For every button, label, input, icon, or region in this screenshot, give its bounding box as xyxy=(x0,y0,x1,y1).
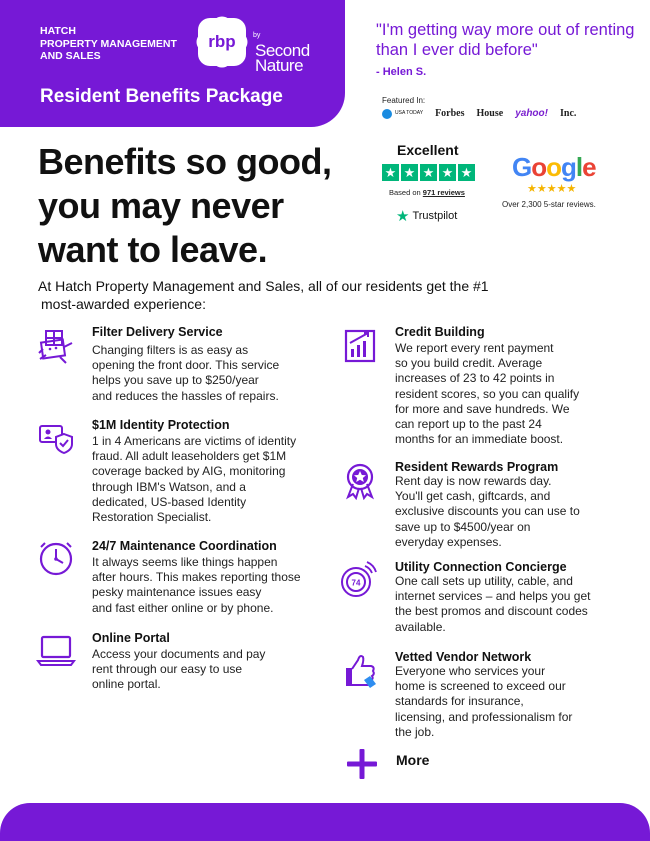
desc-line: resident scores, so you can qualify xyxy=(395,386,580,401)
press-logos xyxy=(382,108,576,119)
benefit-title: Utility Connection Concierge xyxy=(395,560,567,574)
intro-line1: At Hatch Property Management and Sales, all of our residents get the #1 xyxy=(38,278,489,294)
desc-line: through IBM's Watson, and a xyxy=(92,479,246,494)
filter-delivery-icon xyxy=(36,325,76,365)
identity-shield-icon xyxy=(36,418,76,458)
benefit-description xyxy=(395,341,579,447)
partner-by: by xyxy=(253,32,261,39)
benefit-online-portal xyxy=(36,631,326,697)
rbp-logo-text: rbp xyxy=(208,32,236,51)
trustpilot-star-icon: ★ xyxy=(401,164,418,181)
footer-bar xyxy=(0,803,650,841)
desc-line: save up to $4500/year on xyxy=(395,519,531,534)
desc-line: home is screened to exceed our xyxy=(395,679,566,694)
desc-line: Everyone who services your xyxy=(395,664,546,678)
google-logo xyxy=(512,152,596,183)
benefit-resident-rewards xyxy=(340,460,640,552)
desc-line: Rent day is now rewards day. xyxy=(395,474,552,488)
usa-today-text: USA TODAY xyxy=(395,110,424,116)
trustpilot-star-icon: ★ xyxy=(420,164,437,181)
trustpilot-logo xyxy=(396,207,457,225)
headline-line1: Benefits so good, xyxy=(38,141,332,182)
benefit-description xyxy=(92,555,301,616)
desc-line: pesky maintenance issues easy xyxy=(92,585,262,600)
company-name-line1: HATCH xyxy=(40,25,76,37)
clock-icon xyxy=(36,539,76,579)
desc-line: standards for insurance, xyxy=(395,694,524,709)
based-on-prefix: Based on xyxy=(389,188,421,197)
desc-line: everyday expenses. xyxy=(395,534,502,549)
testimonial-quote: "I'm getting way more out of renting than I ever did before" xyxy=(376,21,635,59)
trustpilot-brand: Trustpilot xyxy=(412,210,458,222)
desc-line: available. xyxy=(395,619,446,634)
trustpilot-rating-label: Excellent xyxy=(397,142,459,158)
desc-line: the job. xyxy=(395,724,435,739)
trustpilot-star-icon: ★ xyxy=(439,164,456,181)
desc-line: We report every rent payment xyxy=(395,341,554,355)
desc-line: for more and save hundreds. We xyxy=(395,401,570,416)
second-nature-logo xyxy=(255,28,310,73)
trustpilot-stars xyxy=(382,164,475,181)
utility-dial-icon xyxy=(337,560,377,600)
company-name-line2: PROPERTY MANAGEMENT xyxy=(40,37,177,50)
benefit-vendor-network xyxy=(340,650,640,742)
desc-line: helps you save up to $250/year xyxy=(92,373,259,388)
benefit-credit-building xyxy=(340,325,640,450)
partner-name-2: Nature xyxy=(255,56,304,75)
google-logo-letter: e xyxy=(582,152,596,182)
trustpilot-review-count: 971 reviews xyxy=(422,188,465,197)
google-logo-letter: g xyxy=(561,152,576,182)
trustpilot-based-on xyxy=(389,188,465,197)
chart-growth-icon xyxy=(340,325,380,365)
benefit-title: Filter Delivery Service xyxy=(92,325,223,339)
benefit-utility-concierge xyxy=(337,560,640,638)
header-banner xyxy=(0,0,345,127)
laptop-icon xyxy=(36,631,76,671)
google-logo-letter: o xyxy=(531,152,547,182)
desc-line: and reduces the hassles of repairs. xyxy=(92,388,279,403)
yahoo-logo: yahoo! xyxy=(515,108,548,119)
desc-line: and fast either online or by phone. xyxy=(92,600,274,615)
desc-line: Changing filters is as easy as xyxy=(92,343,249,357)
partner-name-1: Second xyxy=(255,41,310,60)
testimonial-author: - Helen S. xyxy=(376,66,427,78)
desc-line: licensing, and professionalism for xyxy=(395,709,573,724)
desc-line: the best promos and discount codes xyxy=(395,604,588,619)
benefit-title: Resident Rewards Program xyxy=(395,460,559,474)
company-name-line3: AND SALES xyxy=(40,50,101,62)
headline xyxy=(38,140,358,272)
plus-icon[interactable] xyxy=(346,748,378,780)
benefit-identity-protection xyxy=(36,418,326,528)
desc-line: months for an immediate boost. xyxy=(395,432,564,447)
desc-line: You'll get cash, giftcards, and xyxy=(395,489,551,504)
desc-line: coverage backed by AIG, monitoring xyxy=(92,464,286,479)
benefit-title: Vetted Vendor Network xyxy=(395,650,532,664)
trustpilot-star-icon: ★ xyxy=(382,164,399,181)
desc-line: opening the front door. This service xyxy=(92,358,280,373)
rbp-logo xyxy=(198,18,246,66)
award-ribbon-icon xyxy=(340,460,380,500)
inc-logo: Inc. xyxy=(559,108,577,119)
desc-line: online portal. xyxy=(92,677,161,692)
benefit-description xyxy=(92,343,279,404)
benefit-description xyxy=(92,434,296,525)
package-title: Resident Benefits Package xyxy=(40,86,283,107)
trustpilot-star-icon: ★ xyxy=(458,164,475,181)
benefit-maintenance xyxy=(36,539,326,619)
desc-line: so you build credit. Average xyxy=(395,356,543,371)
usa-today-logo xyxy=(382,109,423,119)
company-name xyxy=(40,25,190,63)
desc-line: One call sets up utility, cable, and xyxy=(395,574,573,588)
thumbs-up-icon xyxy=(340,650,380,690)
google-stars: ★★★★★ xyxy=(527,183,577,195)
desc-line: It always seems like things happen xyxy=(92,555,278,569)
more-link[interactable]: More xyxy=(396,752,430,768)
desc-line: rent through our easy to use xyxy=(92,662,243,677)
svg-text:74: 74 xyxy=(351,578,361,588)
desc-line: exclusive discounts you can use to xyxy=(395,504,580,519)
forbes-logo: Forbes xyxy=(435,108,465,119)
desc-line: after hours. This makes reporting those xyxy=(92,570,301,585)
desc-line: 1 in 4 Americans are victims of identity xyxy=(92,434,297,448)
desc-line: dedicated, US-based Identity xyxy=(92,494,247,509)
house-logo: House xyxy=(476,108,504,119)
benefit-description xyxy=(395,664,572,740)
benefit-title: Credit Building xyxy=(395,325,485,339)
desc-line: internet services – and helps you get xyxy=(395,589,591,604)
intro-text xyxy=(38,277,558,313)
desc-line: fraud. All adult leaseholders get $1M xyxy=(92,449,287,464)
headline-line2: you may never xyxy=(38,185,284,226)
google-review-count: Over 2,300 5-star reviews. xyxy=(502,200,596,209)
desc-line: can report up to the past 24 xyxy=(395,417,542,432)
google-logo-letter: G xyxy=(512,152,532,182)
desc-line: Restoration Specialist. xyxy=(92,510,212,525)
desc-line: increases of 23 to 42 points in xyxy=(395,371,555,386)
headline-line3: want to leave. xyxy=(38,229,268,270)
benefit-title: 24/7 Maintenance Coordination xyxy=(92,539,277,553)
google-logo-letter: l xyxy=(575,152,583,182)
benefit-description xyxy=(92,647,265,693)
benefit-description xyxy=(395,474,580,550)
google-logo-letter: o xyxy=(546,152,562,182)
desc-line: Access your documents and pay xyxy=(92,647,266,661)
usa-today-dot-icon xyxy=(382,109,392,119)
benefit-filter-delivery xyxy=(36,325,326,405)
featured-in-label: Featured In: xyxy=(382,96,426,105)
benefit-title: $1M Identity Protection xyxy=(92,418,230,432)
intro-line2: most-awarded experience: xyxy=(41,296,206,312)
benefit-description xyxy=(395,574,590,635)
trustpilot-star-icon: ★ xyxy=(396,208,410,225)
benefit-title: Online Portal xyxy=(92,631,170,645)
